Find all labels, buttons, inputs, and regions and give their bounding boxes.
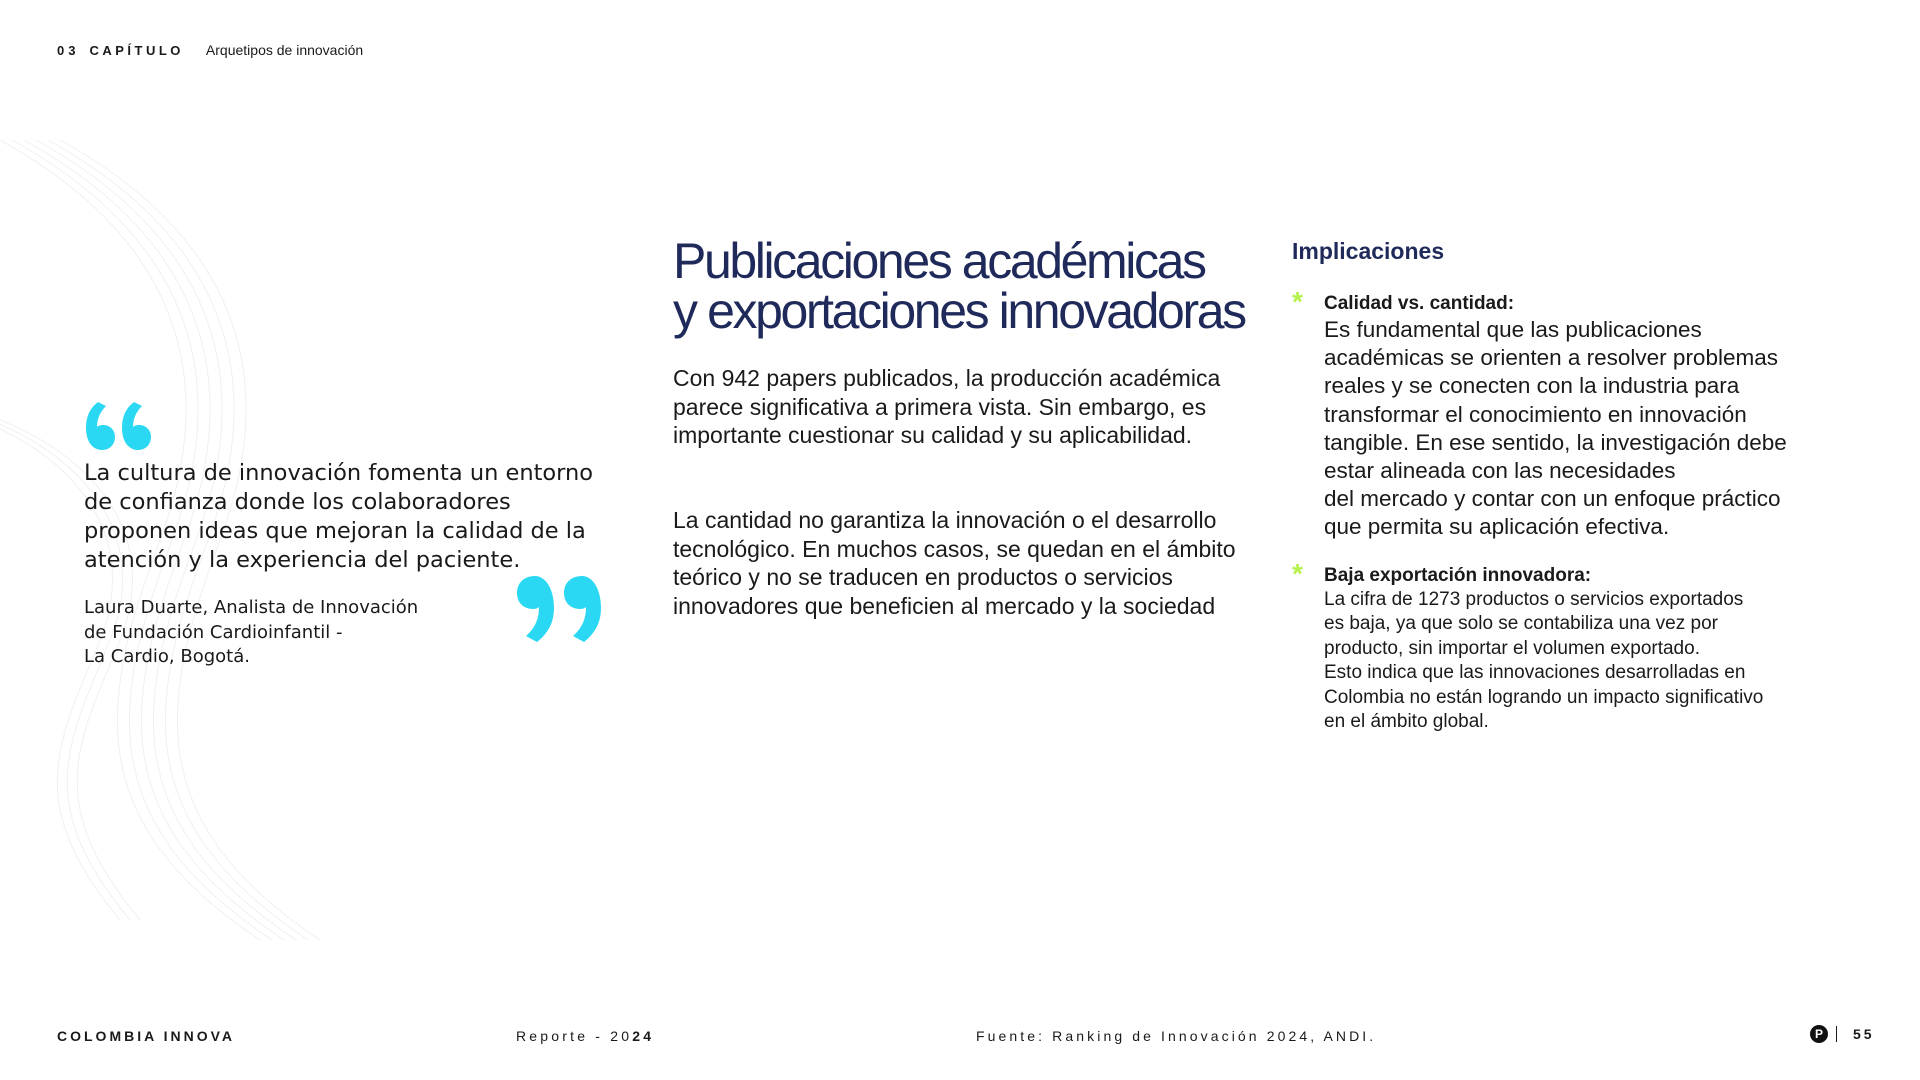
implication-line: Es fundamental que las publicaciones	[1324, 317, 1702, 342]
implication-title: Calidad vs. cantidad:	[1324, 293, 1515, 314]
implications-heading: Implicaciones	[1292, 238, 1445, 264]
quote-author	[84, 596, 524, 670]
chapter-number: 03	[57, 43, 80, 58]
footer-report-year-suffix: 24	[632, 1028, 655, 1044]
footer-page-indicator	[1810, 1025, 1875, 1043]
footer-brand: COLOMBIA INNOVA	[57, 1028, 235, 1044]
quote-text: La cultura de innovación fomenta un entorno de confianza donde los colaboradores proponen ideas que mejoran la calidad de la atención y la experiencia del paciente.	[84, 460, 594, 573]
footer-report	[516, 1028, 654, 1044]
implication-line: transformar el conocimiento en innovación	[1324, 401, 1747, 427]
main-title	[673, 233, 1293, 339]
implication-item	[1292, 286, 1832, 542]
brand-logo-icon: P	[1810, 1025, 1828, 1043]
footer-source: Fuente: Ranking de Innovación 2024, ANDI.	[976, 1028, 1377, 1044]
main-title-line: Publicaciones académicas	[673, 233, 1205, 289]
page-number: 55	[1853, 1026, 1875, 1042]
implication-line: Esto indica que las innovaciones desarrolladas en	[1324, 662, 1746, 684]
close-quote-icon	[514, 572, 604, 644]
asterisk-bullet-icon: *	[1292, 286, 1303, 317]
main-paragraph-2: La cantidad no garantiza la innovación o el desarrollo tecnológico. En muchos casos, se quedan en el ámbito teórico y no se traducen en productos o servicios innovadores que beneficien al mercado y la sociedad	[673, 507, 1236, 619]
open-quote-icon	[84, 398, 152, 454]
chapter-title: Arquetipos de innovación	[205, 42, 364, 58]
implication-line: tangible. En ese sentido, la investigación debe	[1324, 429, 1787, 455]
implication-item	[1292, 558, 1832, 734]
implication-line: La cifra de 1273 productos o servicios exportados	[1324, 589, 1744, 610]
implication-title: Baja exportación innovadora:	[1324, 565, 1592, 586]
implication-text	[1324, 588, 1832, 734]
implication-line: producto, sin importar el volumen exportado.	[1324, 637, 1700, 659]
quote-author-line: La Cardio, Bogotá.	[84, 646, 250, 667]
main-title-line: y exportaciones innovadoras	[673, 283, 1245, 339]
implication-line: académicas se orienten a resolver problemas	[1324, 345, 1778, 371]
footer-report-prefix: Reporte - 20	[516, 1028, 633, 1044]
quote-author-line: Laura Duarte, Analista de Innovación	[84, 597, 419, 618]
implication-line: estar alineada con las necesidades	[1324, 458, 1676, 484]
divider	[1836, 1026, 1837, 1042]
quote-author-line: de Fundación Cardioinfantil -	[84, 621, 343, 643]
implication-line: Colombia no están logrando un impacto significativo	[1324, 686, 1764, 708]
implication-line: es baja, ya que solo se contabiliza una vez por	[1324, 613, 1718, 635]
implication-text	[1324, 316, 1832, 542]
chapter-header	[57, 42, 363, 58]
implication-line: reales y se conecten con la industria para	[1324, 373, 1740, 399]
asterisk-bullet-icon: *	[1292, 558, 1303, 589]
main-paragraph-1: Con 942 papers publicados, la producción académica parece significativa a primera vista. Sin embargo, es importante cuestionar su calidad y su aplicabilidad.	[673, 365, 1221, 448]
implication-line: en el ámbito global.	[1324, 711, 1489, 733]
implication-line: del mercado y contar con un enfoque práctico	[1324, 486, 1781, 512]
implication-line: que permita su aplicación efectiva.	[1324, 514, 1670, 540]
chapter-label: CAPÍTULO	[89, 43, 184, 58]
